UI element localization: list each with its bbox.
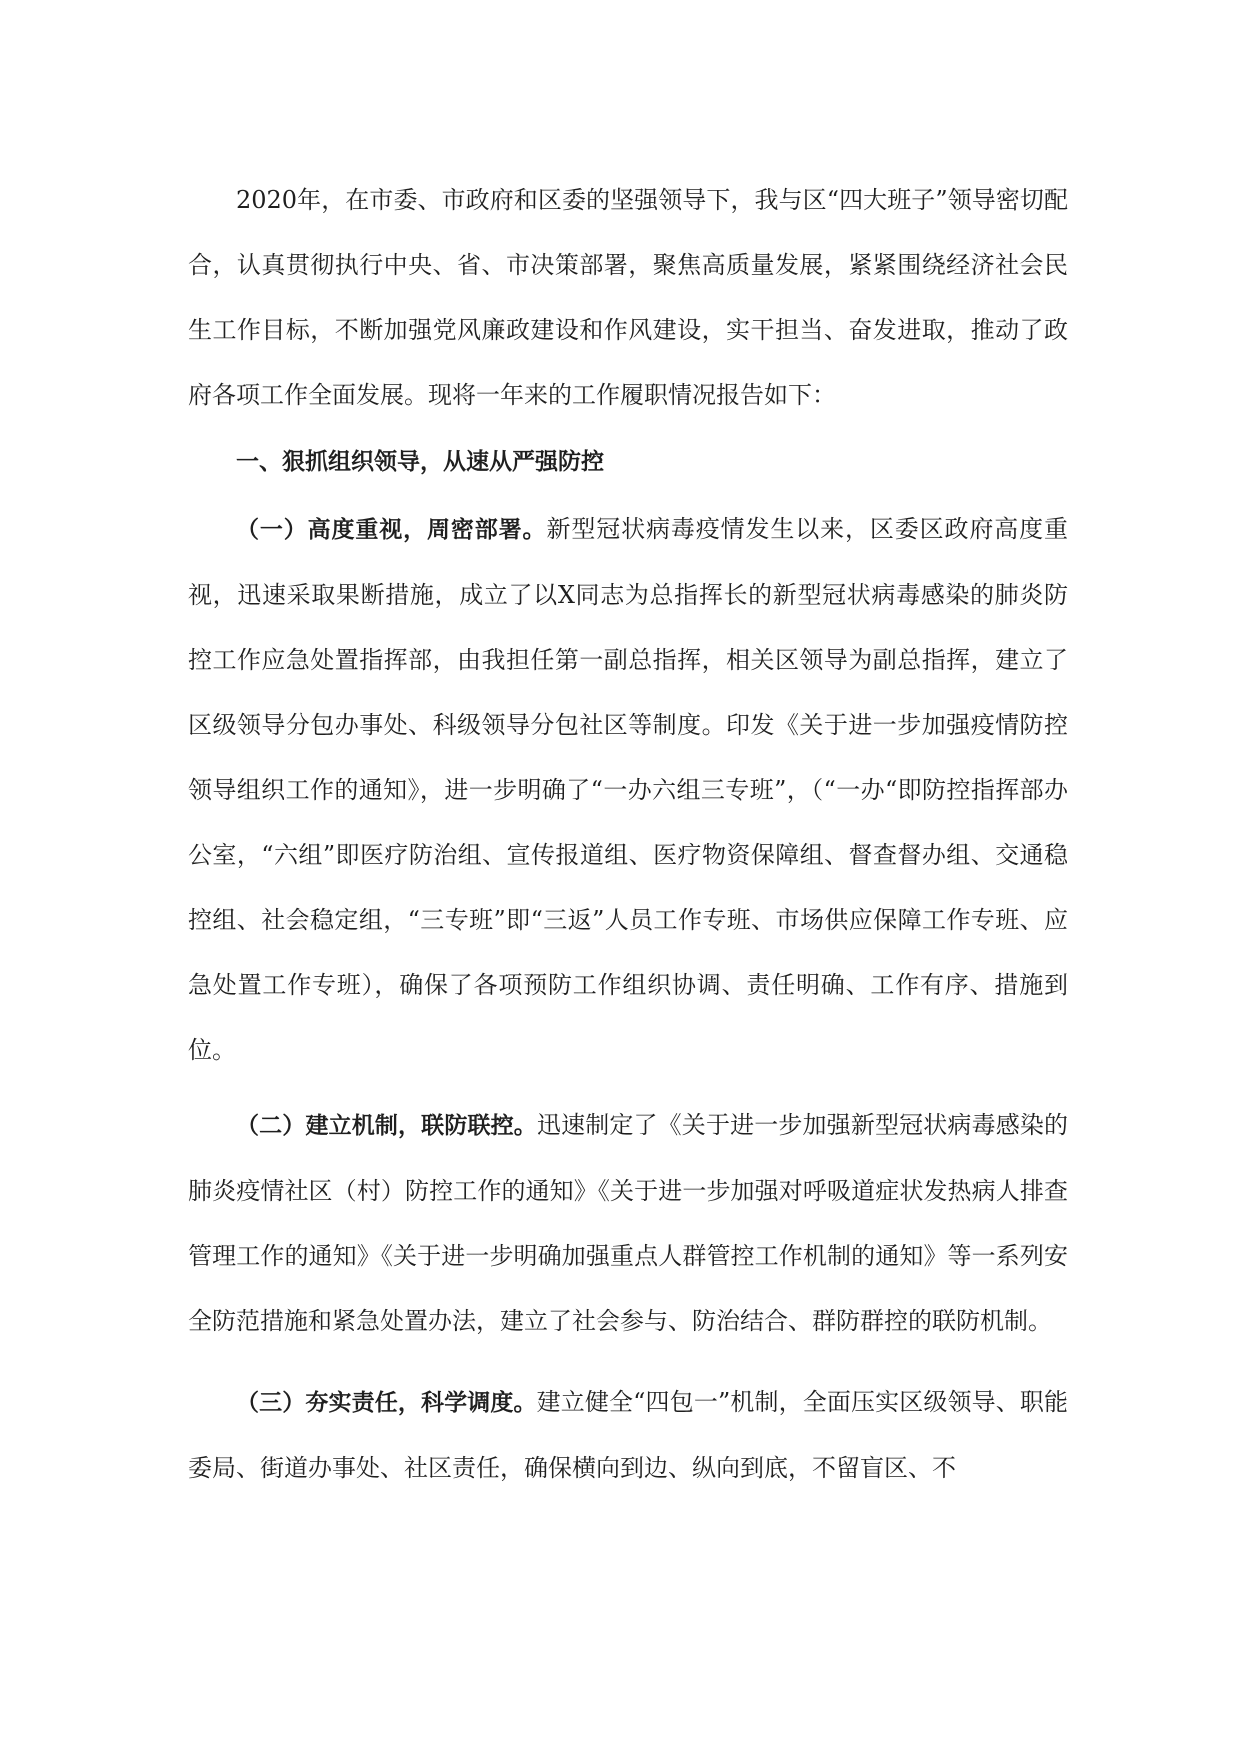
subsection-title: （三）夯实责任，科学调度。 <box>236 1390 537 1416</box>
subsection-paragraph <box>188 497 1068 1083</box>
subsection-paragraph <box>188 1093 1068 1354</box>
subsection-paragraph <box>188 1370 1068 1501</box>
intro-paragraph: 2020年，在市委、市政府和区委的坚强领导下，我与区“四大班子”领导密切配合，认真贯彻执行中央、省、市决策部署，聚焦高质量发展，紧紧围绕经济社会民生工作目标，不断加强党风廉政建设和作风建设，实干担当、奋发进取，推动了政府各项工作全面发展。现将一年来的工作履职情况报告如下： <box>188 186 1068 409</box>
subsection-title: （二）建立机制，联防联控。 <box>236 1113 537 1139</box>
subsection-body: 迅速制定了《关于进一步加强新型冠状病毒感染的肺炎疫情社区（村）防控工作的通知》《关于进一步加强对呼吸道症状发热病人排查管理工作的通知》《关于进一步明确加强重点人群管控工作机制的通知》等一系列安全防范措施和紧急处置办法，建立了社会参与、防治结合、群防群控的联防机制。 <box>188 1111 1069 1335</box>
subsection-title: （一）高度重视，周密部署。 <box>236 517 547 543</box>
subsection-body: 新型冠状病毒疫情发生以来，区委区政府高度重视，迅速采取果断措施，成立了以X同志为总指挥长的新型冠状病毒感染的肺炎防控工作应急处置指挥部，由我担任第一副总指挥，相关区领导为副总指挥，建立了区级领导分包办事处、科级领导分包社区等制度。印发《关于进一步加强疫情防控领导组织工作的通知》，进一步明确了“一办六组三专班”，（“一办“即防控指挥部办公室，“六组”即医疗防治组、宣传报道组、医疗物资保障组、督查督办组、交通稳控组、社会稳定组，“三专班”即“三返”人员工作专班、市场供应保障工作专班、应急处置工作专班），确保了各项预防工作组织协调、责任明确、工作有序、措施到位。 <box>188 515 1069 1064</box>
section-heading: 一、狠抓组织领导，从速从严强防控 <box>236 449 604 475</box>
subsection-body: 建立健全“四包一”机制，全面压实区级领导、职能委局、街道办事处、社区责任，确保横向到边、纵向到底，不留盲区、不 <box>188 1388 1068 1482</box>
document-page <box>188 168 1068 1501</box>
